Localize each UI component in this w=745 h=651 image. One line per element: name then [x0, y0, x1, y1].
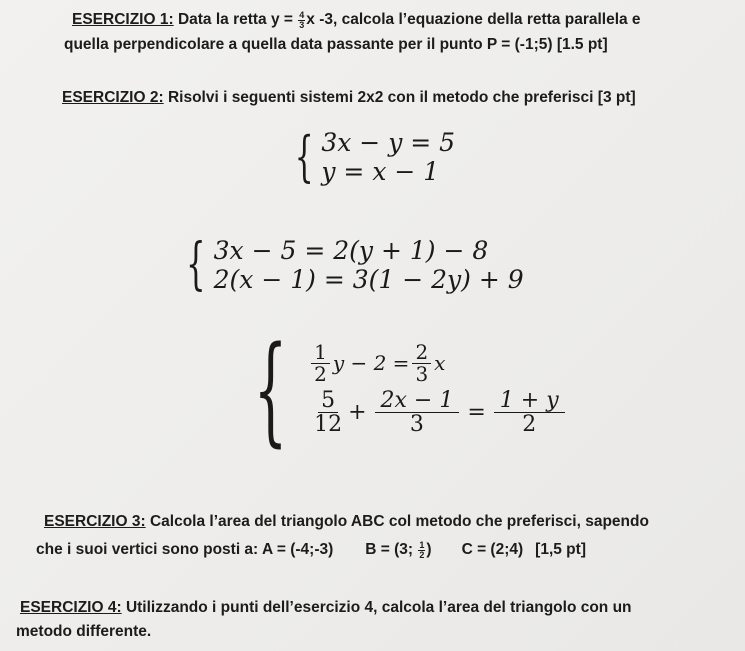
system-2-brace: { [186, 232, 206, 297]
system-3-brace: { [253, 320, 288, 458]
exercise-1-slope-fraction [298, 11, 305, 30]
exercise-1-text-a: Data la retta y = [173, 11, 298, 28]
exercise-3-line-2 [36, 538, 586, 562]
exercise-3-point-c: C = (2;4) [461, 541, 524, 558]
system-1-eq-2: y = x − 1 [321, 157, 440, 186]
system-2 [178, 232, 524, 297]
system-1-brace: { [294, 125, 314, 188]
point-b-fraction [418, 541, 425, 560]
eq2-frac-3 [494, 389, 565, 436]
eq1-frac-2 [412, 339, 431, 386]
eq2-frac-2-den: 3 [409, 412, 424, 437]
exercise-4 [20, 596, 632, 620]
exercise-3 [44, 510, 649, 534]
eq1-tail: x [434, 351, 446, 376]
point-b-num: 1 [419, 539, 425, 550]
eq2-frac-3-den: 2 [522, 412, 537, 437]
exercise-1-line-2-text: quella perpendicolare a quella data passante per il punto P = (-1;5) [1.5 pt] [64, 36, 608, 53]
exercise-2-text: Risolvi i seguenti sistemi 2x2 con il metodo che preferisci [3 pt] [163, 89, 636, 106]
slope-denominator: 3 [299, 19, 305, 30]
system-3 [233, 320, 573, 458]
eq2-frac-1-den: 12 [314, 412, 343, 437]
exercise-1-text-b: x -3, calcola l’equazione della retta parallela e [306, 11, 641, 28]
eq1-frac-2-den: 3 [415, 361, 429, 386]
exercise-3-point-b-pre: B = (3; [365, 541, 418, 558]
exercise-1-label: ESERCIZIO 1: [72, 11, 174, 28]
eq2-frac-1-num: 5 [318, 389, 338, 413]
exercise-3-text: Calcola l’area del triangolo ABC col metodo che preferisci, sapendo [145, 513, 649, 530]
exercise-1 [72, 8, 641, 32]
system-2-eq-2: 2(x − 1) = 3(1 − 2y) + 9 [213, 265, 524, 294]
eq2-frac-2 [375, 389, 460, 436]
exercise-1-line-2 [64, 33, 608, 57]
system-2-eq-1: 3x − 5 = 2(y + 1) − 8 [213, 236, 489, 265]
point-b-den: 2 [419, 549, 425, 560]
eq1-frac-1 [311, 339, 330, 386]
exercise-2 [62, 86, 636, 110]
exercise-4-line-2 [16, 620, 151, 644]
exercise-4-label: ESERCIZIO 4: [20, 599, 122, 616]
system-1 [287, 125, 456, 188]
eq2-frac-3-num: 1 + y [494, 389, 565, 413]
slope-numerator: 4 [299, 9, 305, 20]
exercise-3-point-a: che i suoi vertici sono posti a: A = (-4;-3) [36, 541, 334, 558]
exercise-3-label: ESERCIZIO 3: [44, 513, 146, 530]
eq1-frac-1-den: 2 [314, 361, 327, 386]
system-3-eq-2 [308, 389, 573, 436]
eq2-plus: + [348, 400, 367, 425]
eq2-frac-1 [311, 389, 345, 436]
exercise-3-point-b-post: ) [426, 541, 432, 558]
eq1-frac-2-num: 2 [412, 342, 431, 364]
eq2-equals: = [467, 400, 486, 425]
system-1-eq-1: 3x − y = 5 [321, 128, 456, 157]
exercise-2-label: ESERCIZIO 2: [62, 89, 164, 106]
eq2-frac-2-num: 2x − 1 [375, 389, 460, 413]
eq1-middle: y − 2 = [332, 351, 410, 376]
exercise-3-points: [1,5 pt] [535, 541, 586, 558]
eq1-frac-1-num: 1 [311, 342, 330, 364]
exercise-4-line-2-text: metodo differente. [16, 623, 152, 640]
exercise-4-text: Utilizzando i punti dell’esercizio 4, calcola l’area del triangolo con un [121, 599, 632, 616]
system-3-eq-1 [308, 339, 573, 386]
